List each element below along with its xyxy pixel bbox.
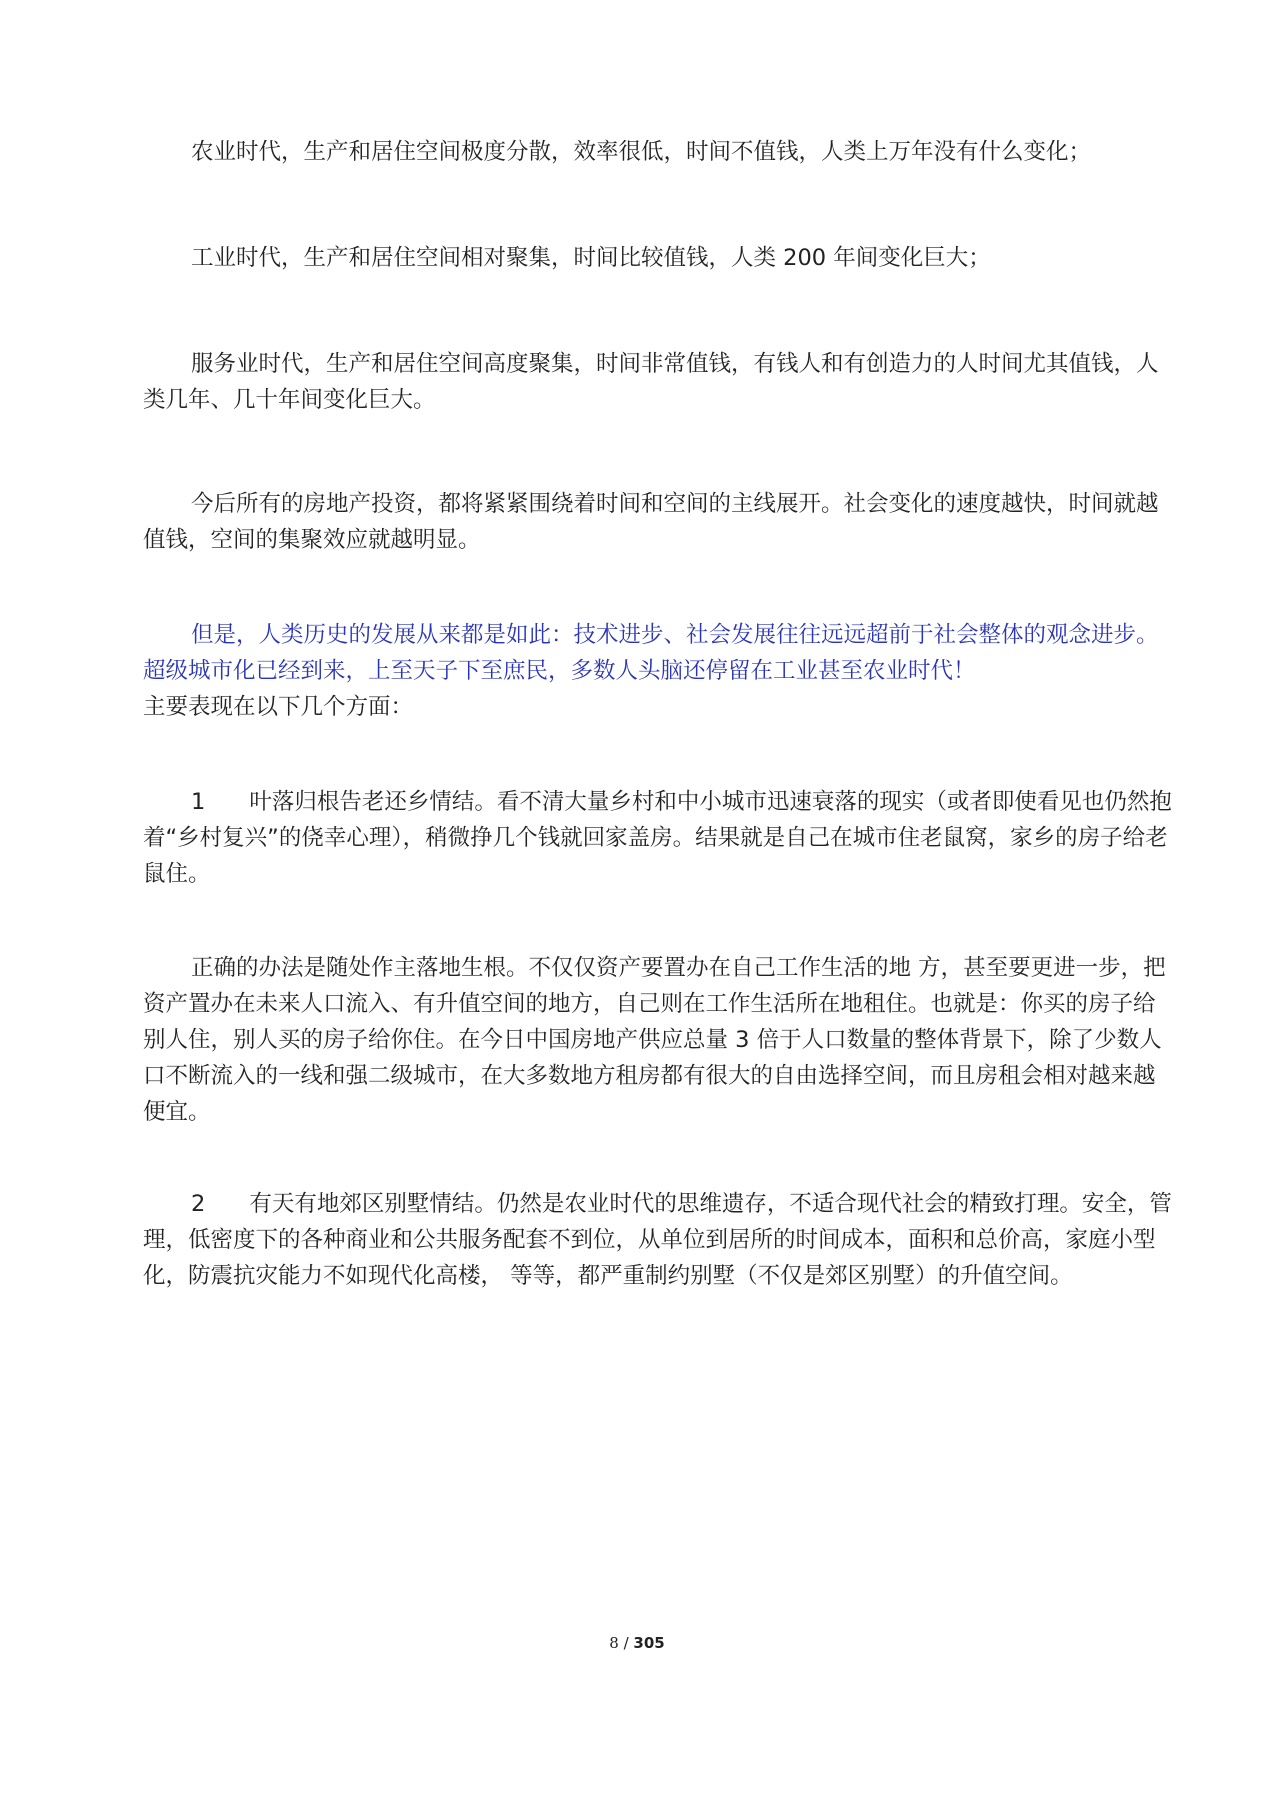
- list-item-text: 有天有地郊区别墅情结。仍然是农业时代的思维遗存，不适合现代社会的精致打理。安全，管理，低密度下的各种商业和公共服务配套不到位，从单位到居所的时间成本，面积和总价高，家庭小型化，防震抗灾能力不如现代化高楼， 等等，都严重制约别墅（不仅是郊区别墅）的升值空间。: [143, 1191, 1172, 1289]
- paragraph-service-era: [143, 346, 1173, 418]
- paragraph-text: 主要表现在以下几个方面：: [143, 694, 414, 720]
- page-footer: [0, 1634, 1274, 1652]
- paragraph-text: 工业时代，生产和居住空间相对聚集，时间比较值钱，人类 200 年间变化巨大；: [191, 245, 991, 271]
- list-item-1: [143, 784, 1173, 892]
- list-item-text: 叶落归根告老还乡情结。看不清大量乡村和中小城市迅速衰落的现实（或者即使看见也仍然抱着“乡村复兴”的侥幸心理），稍微挣几个钱就回家盖房。结果就是自己在城市住老鼠窝，家乡的房子给老鼠住。: [143, 789, 1172, 887]
- current-page-number: 8: [609, 1634, 619, 1652]
- paragraph-investment-mainline: [143, 486, 1173, 558]
- page-separator: /: [618, 1634, 634, 1652]
- list-item-2: [143, 1186, 1173, 1294]
- paragraph-historical-development: [143, 617, 1173, 725]
- paragraph-industrial-era: [143, 240, 1173, 276]
- list-item-number: 2: [191, 1191, 206, 1217]
- paragraph-text: 今后所有的房地产投资，都将紧紧围绕着时间和空间的主线展开。社会变化的速度越快，时间就越值钱，空间的集聚效应就越明显。: [143, 491, 1159, 553]
- paragraph-text: 农业时代，生产和居住空间极度分散，效率很低，时间不值钱，人类上万年没有什么变化；: [191, 139, 1092, 165]
- paragraph-correct-approach: [143, 950, 1173, 1130]
- total-pages: 305: [633, 1634, 665, 1652]
- paragraph-text: 正确的办法是随处作主落地生根。不仅仅资产要置办在自己工作生活的地 方，甚至要更进一步，把资产置办在未来人口流入、有升值空间的地方，自己则在工作生活所在地租住。也就是：你买的房子给别人住，别人买的房子给你住。在今日中国房地产供应总量 3 倍于人口数量的整体背景下，除了少数人口不断流入的一线和强二级城市，在大多数地方租房都有很大的自由选择空间，而且房租会相对越来越便宜。: [143, 955, 1166, 1125]
- paragraph-agricultural-era: [143, 134, 1173, 170]
- list-item-number: 1: [191, 789, 206, 815]
- paragraph-text: 服务业时代，生产和居住空间高度聚集，时间非常值钱，有钱人和有创造力的人时间尤其值钱，人类几年、几十年间变化巨大。: [143, 351, 1159, 413]
- highlighted-text: 但是，人类历史的发展从来都是如此：技术进步、社会发展往往远远超前于社会整体的观念进步。超级城市化已经到来，上至天子下至庶民，多数人头脑还停留在工业甚至农业时代！: [143, 622, 1159, 684]
